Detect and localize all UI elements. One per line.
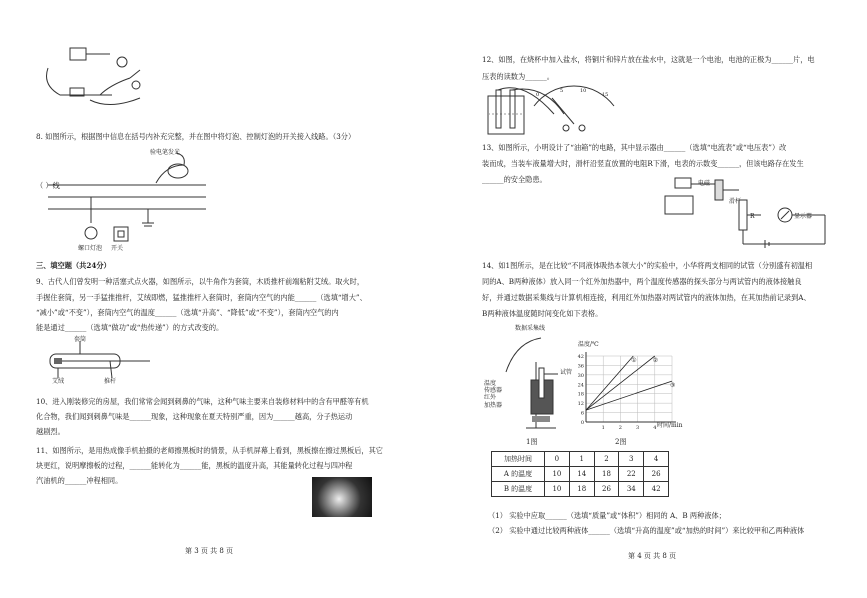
table-header-cell: 0	[545, 452, 570, 467]
temperature-table	[491, 451, 669, 497]
table-header-cell: 加热时间	[492, 452, 545, 467]
section-3-title: 三、填空题（共24分）	[36, 261, 111, 270]
q8-text: 8. 如图所示，根据图中信息在括号内补充完整，并在图中将灯泡、控制灯泡的开关接入线路。（3分）	[36, 132, 356, 141]
q14-line-4: B两种液体温度随时间变化如下表格。	[482, 309, 603, 318]
q13-display-label: 显示器	[794, 213, 813, 220]
q12-battery-figure	[484, 84, 634, 140]
fig2-xlabel: 时间/min	[657, 422, 683, 429]
q9-sleeve-label: 套筒	[74, 336, 87, 343]
q13-oil-tank-figure	[655, 172, 830, 252]
table-cell: 18	[594, 467, 619, 482]
q12-tick-0: 0	[536, 92, 540, 98]
right-page-footer: 第 4 页 共 8 页	[628, 552, 677, 560]
q14-line-3: 好，并通过数据采集线与计算机相连接，利用红外加热器对两试管内的液体加热，在其加热前记录到A、	[482, 293, 811, 302]
table-cell: 14	[569, 467, 594, 482]
y-tick-label: 0	[580, 420, 584, 426]
q11-line-2: 块更红，说明摩擦板的过程，______能转化为______能，黑板的温度升高，其能量转化过程与四冲程	[36, 461, 353, 470]
q9-line-3: “减小”或“不变”），套筒内空气的温度______（选填“升高”、“降低”或“不变”），套筒内空气的内	[36, 308, 339, 317]
left-page-footer: 第 3 页 共 8 页	[185, 547, 234, 555]
series-mark: ①	[631, 357, 637, 364]
x-tick-label: 1	[601, 425, 605, 431]
q13-line-2: 装而成，当装车液量增大时，滑杆沿竖直放置的电阻R下滑，电表的示数变______，但该电路存在发生	[482, 159, 804, 168]
q14-line-2: 同的A、B两种液体）放入同一个红外加热器中，两个温度传感器的探头部分与两试管内的液体接触良	[482, 277, 802, 286]
q8-switch-label: 开关	[111, 245, 124, 252]
table-cell: 18	[569, 482, 594, 497]
x-tick-label: 4	[653, 425, 657, 431]
y-tick-label: 42	[577, 354, 584, 360]
table-row	[492, 482, 669, 497]
q10-line-3: 越剧烈。	[36, 427, 65, 436]
table-row	[492, 467, 669, 482]
q12-tick-10: 10	[580, 88, 587, 94]
table-cell: 22	[619, 467, 644, 482]
table-header-cell: 1	[569, 452, 594, 467]
table-header-cell: 4	[644, 452, 669, 467]
table-cell: 42	[644, 482, 669, 497]
table-cell: 34	[619, 482, 644, 497]
fig2-ylabel: 温度/℃	[578, 341, 599, 348]
q11-line-1: 11、如图所示，是用热成像手机拍摄的老师擦黑板时的情景，从手机屏幕上看到，黑板擦在擦过黑板后，其它	[36, 446, 383, 455]
fig1-caption: 数据采集线	[515, 325, 546, 332]
q13-r-label: R	[750, 213, 755, 220]
q9-line-2: 手握住套筒，另一手猛推推杆，艾绒即燃，猛推推杆入套筒时，套筒内空气的内能______（选填“增大”、	[36, 293, 367, 302]
q13-line-3: ______的安全隐患。	[482, 175, 547, 184]
q14-sub2: （2） 实验中通过比较两种液体______（选填“升高的温度”或“加热的时间”）来比较甲和乙两种液体	[488, 526, 805, 535]
fig2-label: 2图	[615, 438, 627, 446]
q9-rod-label: 推杆	[104, 378, 117, 385]
q14-line-1: 14、如1图所示，是在比较“不同液体吸热本领大小”的实验中，小华将两支相同的试管（分别盛有初温相	[482, 261, 813, 270]
y-tick-label: 30	[577, 372, 584, 379]
table-cell: B 的温度	[492, 482, 545, 497]
q12-line-1: 12、如图，在烧杯中加入盐水，将铜片和锌片放在盐水中，这就是一个电池，电池的正极为______片，电	[482, 55, 815, 64]
q14-sub1: （1） 实验中应取______（选填“质量”或“体积”）相同的 A、B 两种液体；	[488, 511, 726, 520]
table-cell: 10	[545, 482, 570, 497]
series-mark: ③	[670, 382, 676, 390]
q12-tick-5: 5	[560, 88, 564, 94]
table-header-cell: 3	[619, 452, 644, 467]
table-cell: 26	[644, 467, 669, 482]
y-tick-label: 24	[577, 382, 584, 389]
table-header-cell: 2	[594, 452, 619, 467]
table-cell: A 的温度	[492, 467, 545, 482]
y-tick-label: 36	[577, 363, 584, 370]
y-tick-label: 6	[580, 410, 584, 417]
q10-line-1: 10、进入刚装修完的房屋，我们常常会闻到刺鼻的气味，这种气味主要来自装修材料中的含有甲醛等有机	[36, 397, 369, 406]
q13-slider-label: 滑杆	[729, 198, 742, 205]
top-circuit-figure	[40, 40, 160, 115]
q8-wiring-figure	[36, 145, 236, 255]
table-header-row	[492, 452, 669, 467]
fig1-label: 1图	[526, 438, 538, 446]
q9-line-1: 9、古代人们曾发明一种活塞式点火器，如图所示，以牛角作为套筒，木质推杆前端粘附艾绒。取火时，	[36, 277, 365, 286]
q11-line-3: 汽油机的______冲程相同。	[36, 476, 123, 485]
y-tick-label: 18	[577, 391, 584, 398]
q13-line-1: 13、如图所示，小明设计了“油箱”的电路，其中显示器由______（选填“电流表”或“电压表”）改	[482, 143, 787, 152]
q8-bracket-label: （ ）线	[36, 181, 60, 190]
table-cell: 26	[594, 482, 619, 497]
q10-line-2: 化合物，我们闻到刺鼻气味是______现象，这种现象在夏天特别严重，因为______越高，分子热运动	[36, 412, 353, 421]
fig1-sensor-label: 温度 传感器 红外 加热器	[484, 380, 503, 409]
q12-line-2: 压表的读数为______。	[482, 72, 554, 81]
thermal-image	[312, 477, 372, 517]
q9-tinder-label: 艾绒	[52, 378, 65, 385]
q9-line-4: 能是通过______（选填“做功”或“热传递”）的方式改变的。	[36, 323, 224, 332]
y-tick-label: 12	[577, 401, 584, 408]
fig1-tube-label: 试管	[560, 369, 573, 376]
q8-lamp-label: 螺口灯泡	[78, 245, 103, 252]
table-cell: 10	[545, 467, 570, 482]
x-tick-label: 2	[618, 425, 622, 431]
q13-relay-label: 电磁	[698, 180, 711, 187]
q8-label-top: 验电笔发光	[150, 149, 181, 156]
q12-tick-15: 15	[602, 92, 609, 98]
x-tick-label: 3	[636, 425, 640, 431]
series-mark: ②	[652, 357, 659, 364]
